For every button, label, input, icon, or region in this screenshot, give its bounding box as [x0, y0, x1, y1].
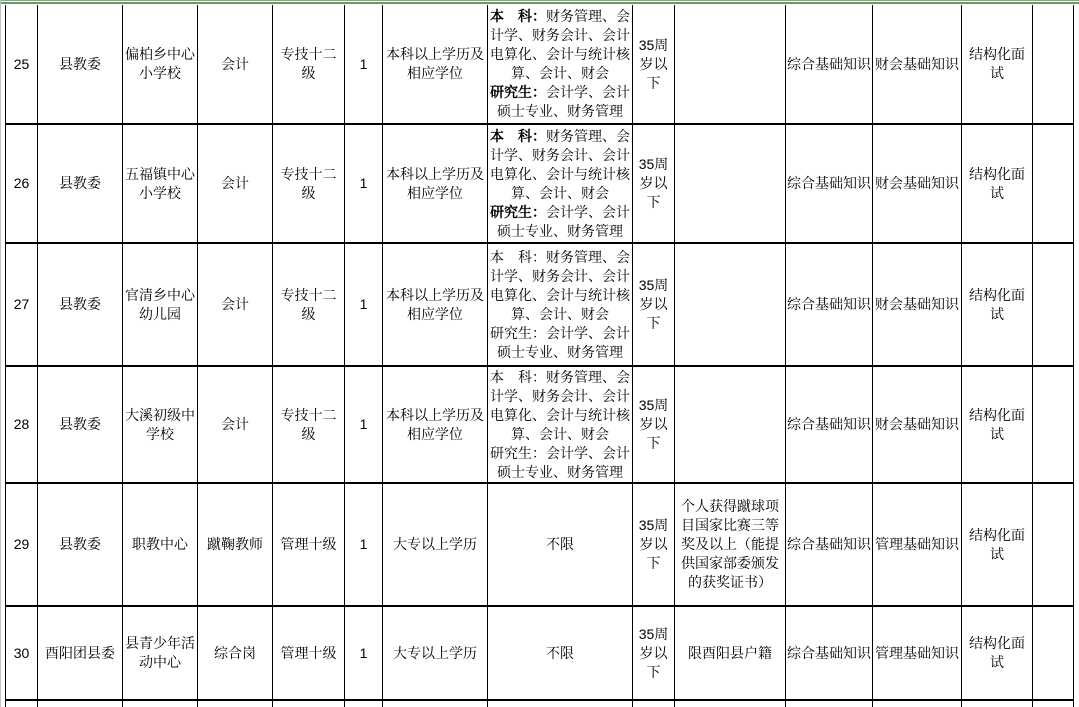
major-undergrad-line [489, 127, 631, 203]
cell-blank [1033, 124, 1074, 243]
job-positions-table [5, 5, 1074, 707]
table-row [6, 5, 1074, 124]
cell-blank [123, 700, 198, 707]
cell-unit: 县青少年活动中心 [123, 606, 198, 700]
cell-position: 会计 [198, 243, 273, 366]
cell-education: 本科以上学历及相应学位 [383, 5, 488, 124]
cell-position: 会计 [198, 366, 273, 483]
cell-blank [1033, 366, 1074, 483]
cell-written-exam-2: 财会基础知识 [873, 243, 962, 366]
cell-major [488, 124, 633, 243]
cell-interview: 结构化面试 [962, 5, 1033, 124]
cell-department: 县教委 [38, 5, 123, 124]
cell-openings: 1 [345, 243, 383, 366]
cell-major [488, 243, 633, 366]
major-undergrad-label: 本 科： [490, 248, 546, 265]
cell-unit: 官清乡中心幼儿园 [123, 243, 198, 366]
table-row [6, 366, 1074, 483]
cell-interview: 结构化面试 [962, 243, 1033, 366]
major-graduate-text: 会计学、会计硕士专业、财务管理 [497, 444, 630, 480]
cell-openings: 1 [345, 483, 383, 606]
cell-grade: 专技十二级 [273, 124, 345, 243]
cell-openings: 1 [345, 366, 383, 483]
cell-department: 县教委 [38, 243, 123, 366]
major-line [489, 535, 631, 554]
cell-blank [873, 700, 962, 707]
cell-serial: 29 [6, 483, 38, 606]
cell-serial: 27 [6, 243, 38, 366]
cell-age-limit: 35周岁以下 [633, 243, 675, 366]
major-undergrad-line [489, 7, 631, 83]
major-undergrad-text: 财务管理、会计学、财务会计、会计电算化、会计与统计核算、会计、财会 [490, 127, 630, 201]
cell-written-exam-1: 综合基础知识 [786, 5, 873, 124]
cell-interview: 结构化面试 [962, 606, 1033, 700]
major-graduate-label: 研究生： [490, 324, 546, 341]
major-graduate-text: 会计学、会计硕士专业、财务管理 [497, 324, 630, 360]
cell-interview: 结构化面试 [962, 124, 1033, 243]
cell-blank [345, 700, 383, 707]
cell-education: 大专以上学历 [383, 483, 488, 606]
partial-row [6, 700, 1074, 707]
cell-department: 县教委 [38, 366, 123, 483]
cell-other-requirements [675, 5, 786, 124]
cell-serial: 30 [6, 606, 38, 700]
cell-other-requirements: 限酉阳县户籍 [675, 606, 786, 700]
cell-grade: 管理十级 [273, 606, 345, 700]
major-undergrad-label: 本 科： [490, 368, 546, 385]
cell-written-exam-2: 财会基础知识 [873, 366, 962, 483]
cell-position: 会计 [198, 124, 273, 243]
left-edge-line [0, 0, 1, 707]
cell-position: 会计 [198, 5, 273, 124]
major-text: 不限 [546, 536, 574, 552]
cell-blank [1033, 5, 1074, 124]
cell-openings: 1 [345, 606, 383, 700]
table-row [6, 243, 1074, 366]
cell-grade: 管理十级 [273, 483, 345, 606]
cell-position: 综合岗 [198, 606, 273, 700]
grid-line [0, 2, 1079, 4]
cell-blank [1033, 243, 1074, 366]
cell-unit: 偏柏乡中心小学校 [123, 5, 198, 124]
cell-age-limit: 35周岁以下 [633, 5, 675, 124]
cell-blank [488, 700, 633, 707]
cell-unit: 五福镇中心小学校 [123, 124, 198, 243]
cell-serial: 25 [6, 5, 38, 124]
cell-openings: 1 [345, 124, 383, 243]
cell-major [488, 606, 633, 700]
cell-written-exam-1: 综合基础知识 [786, 606, 873, 700]
cell-age-limit: 35周岁以下 [633, 366, 675, 483]
cell-major [488, 483, 633, 606]
cell-other-requirements [675, 243, 786, 366]
cell-blank [273, 700, 345, 707]
cell-written-exam-2: 管理基础知识 [873, 483, 962, 606]
cell-blank [1033, 606, 1074, 700]
major-line [489, 644, 631, 663]
cell-blank [962, 700, 1033, 707]
cell-major [488, 366, 633, 483]
major-undergrad-text: 财务管理、会计学、财务会计、会计电算化、会计与统计核算、会计、财会 [490, 8, 630, 81]
cell-position: 蹴鞠教师 [198, 483, 273, 606]
cell-education: 本科以上学历及相应学位 [383, 124, 488, 243]
top-edge-line [0, 0, 1079, 1]
table-row [6, 483, 1074, 606]
cell-written-exam-2: 管理基础知识 [873, 606, 962, 700]
cell-education: 本科以上学历及相应学位 [383, 366, 488, 483]
cell-education: 大专以上学历 [383, 606, 488, 700]
table-row [6, 606, 1074, 700]
cell-blank [633, 700, 675, 707]
major-graduate-line [489, 83, 631, 121]
cell-blank [383, 700, 488, 707]
cell-written-exam-1: 综合基础知识 [786, 366, 873, 483]
cell-major [488, 5, 633, 124]
cell-written-exam-1: 综合基础知识 [786, 483, 873, 606]
cell-education: 本科以上学历及相应学位 [383, 243, 488, 366]
major-graduate-line [489, 444, 631, 482]
cell-grade: 专技十二级 [273, 366, 345, 483]
cell-serial: 28 [6, 366, 38, 483]
cell-interview: 结构化面试 [962, 366, 1033, 483]
cell-department: 县教委 [38, 124, 123, 243]
cell-written-exam-2: 财会基础知识 [873, 124, 962, 243]
major-undergrad-text: 财务管理、会计学、财务会计、会计电算化、会计与统计核算、会计、财会 [490, 248, 630, 322]
cell-written-exam-1: 综合基础知识 [786, 124, 873, 243]
cell-department: 酉阳团县委 [38, 606, 123, 700]
cell-blank [38, 700, 123, 707]
cell-openings: 1 [345, 5, 383, 124]
cell-blank [1033, 700, 1074, 707]
major-undergrad-line [489, 248, 631, 324]
major-graduate-label: 研究生： [490, 444, 546, 461]
cell-age-limit: 35周岁以下 [633, 483, 675, 606]
major-graduate-line [489, 324, 631, 362]
cell-blank [675, 700, 786, 707]
cell-other-requirements [675, 124, 786, 243]
cell-blank [6, 700, 38, 707]
major-graduate-line [489, 203, 631, 241]
major-graduate-text: 会计学、会计硕士专业、财务管理 [497, 84, 630, 119]
cell-written-exam-2: 财会基础知识 [873, 5, 962, 124]
major-undergrad-line [489, 368, 631, 444]
cell-age-limit: 35周岁以下 [633, 606, 675, 700]
cell-age-limit: 35周岁以下 [633, 124, 675, 243]
major-graduate-label: 研究生： [490, 203, 546, 220]
cell-serial: 26 [6, 124, 38, 243]
cell-written-exam-1: 综合基础知识 [786, 243, 873, 366]
major-text: 不限 [546, 644, 574, 661]
major-graduate-text: 会计学、会计硕士专业、财务管理 [497, 203, 630, 239]
table-row [6, 124, 1074, 243]
major-undergrad-text: 财务管理、会计学、财务会计、会计电算化、会计与统计核算、会计、财会 [490, 368, 630, 442]
cell-interview: 结构化面试 [962, 483, 1033, 606]
cell-grade: 专技十二级 [273, 5, 345, 124]
cell-unit: 大溪初级中学校 [123, 366, 198, 483]
cell-department: 县教委 [38, 483, 123, 606]
cell-other-requirements: 个人获得蹴球项目国家比赛三等奖及以上（能提供国家部委颁发的获奖证书） [675, 483, 786, 606]
cell-blank [786, 700, 873, 707]
cell-grade: 专技十二级 [273, 243, 345, 366]
cell-blank [198, 700, 273, 707]
major-undergrad-label: 本 科： [490, 127, 546, 144]
cell-unit: 职教中心 [123, 483, 198, 606]
cell-blank [1033, 483, 1074, 606]
major-graduate-label: 研究生： [490, 84, 546, 100]
major-undergrad-label: 本 科： [490, 8, 546, 24]
cell-other-requirements [675, 366, 786, 483]
